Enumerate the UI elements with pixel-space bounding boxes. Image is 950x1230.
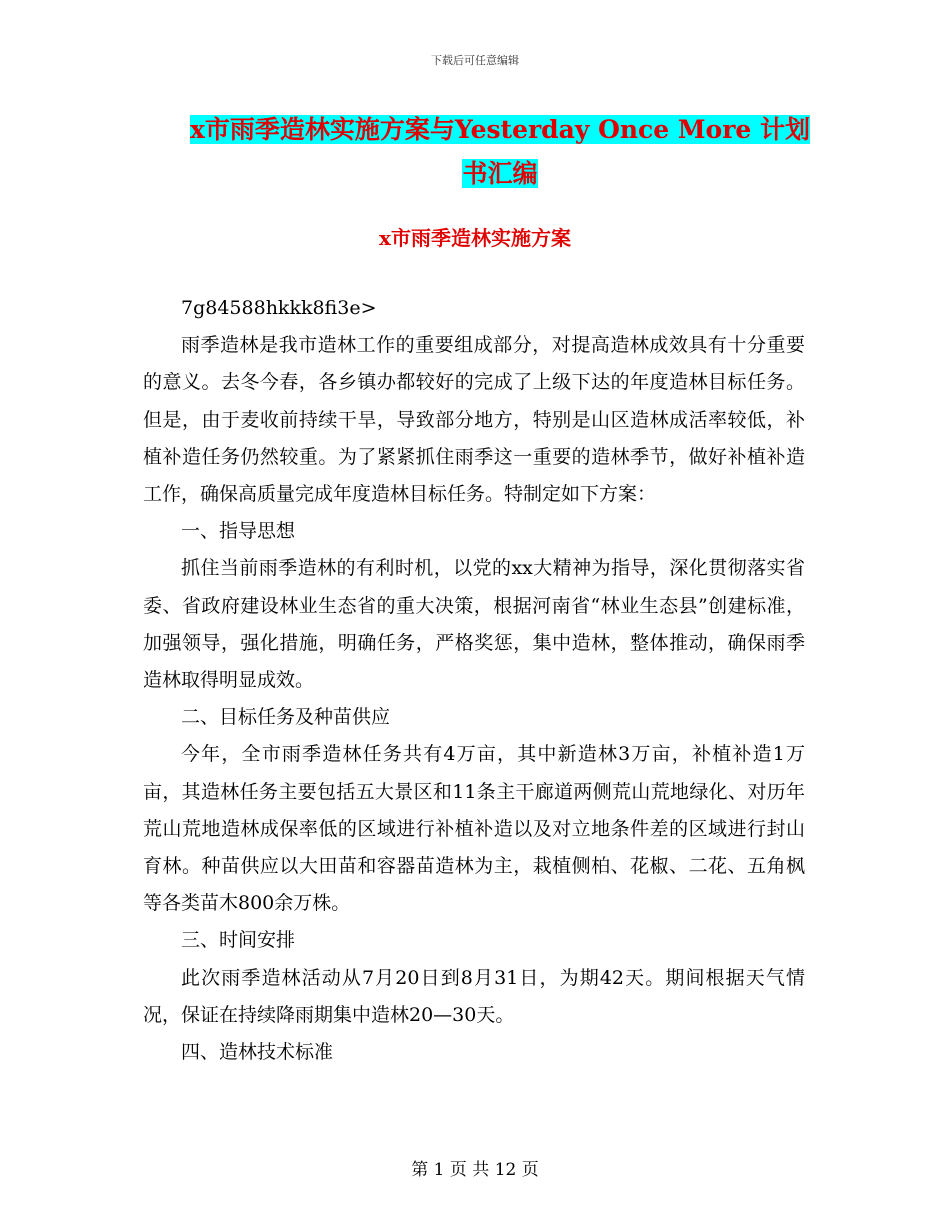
heading-technical-standards: 四、造林技术标准 [181,1041,334,1064]
document-code: 7g84588hkkk8fi3e> [181,297,377,319]
paragraph-schedule: 此次雨季造林活动从7月20日到8月31日，为期42天。期间根据天气情况，保证在持续降雨期集中造林20—30天。 [143,966,805,1026]
paragraph-guiding-ideology: 抓住当前雨季造林的有利时机，以党的xx大精神为指导，深化贯彻落实省委、省政府建设林业生态省的重大决策，根据河南省“林业生态县”创建标准，加强领导，强化措施，明确任务，严格奖惩，集中造林，整体推动，确保雨季造林取得明显成效。 [143,557,805,692]
document-title-line2: 书汇编 [462,159,538,188]
page-header-note: 下载后可任意编辑 [431,54,519,67]
document-title-line1: x市雨季造林实施方案与Yesterday Once More 计划 [189,115,810,144]
document-body [143,290,805,1071]
paragraph-intro: 雨季造林是我市造林工作的重要组成部分，对提高造林成效具有十分重要的意义。去冬今春，各乡镇办都较好的完成了上级下达的年度造林目标任务。但是，由于麦收前持续干旱，导致部分地方，特别是山区造林成活率较低，补植补造任务仍然较重。为了紧紧抓住雨季这一重要的造林季节，做好补植补造工作，确保高质量完成年度造林目标任务。特制定如下方案： [143,334,805,506]
paragraph-targets: 今年，全市雨季造林任务共有4万亩，其中新造林3万亩，补植补造1万亩，其造林任务主要包括五大景区和11条主干廊道两侧荒山荒地绿化、对历年荒山荒地造林成保率低的区域进行补植补造以及对立地条件差的区域进行封山育林。种苗供应以大田苗和容器苗造林为主，栽植侧柏、花椒、二花、五角枫等各类苗木800余万株。 [143,743,805,915]
heading-targets: 二、目标任务及种苗供应 [181,706,391,729]
section-title: x市雨季造林实施方案 [379,226,571,250]
heading-schedule: 三、时间安排 [181,929,296,952]
document-title [140,108,860,196]
page-number-footer: 第 1 页 共 12 页 [411,1160,539,1180]
heading-guiding-ideology: 一、指导思想 [181,520,296,543]
